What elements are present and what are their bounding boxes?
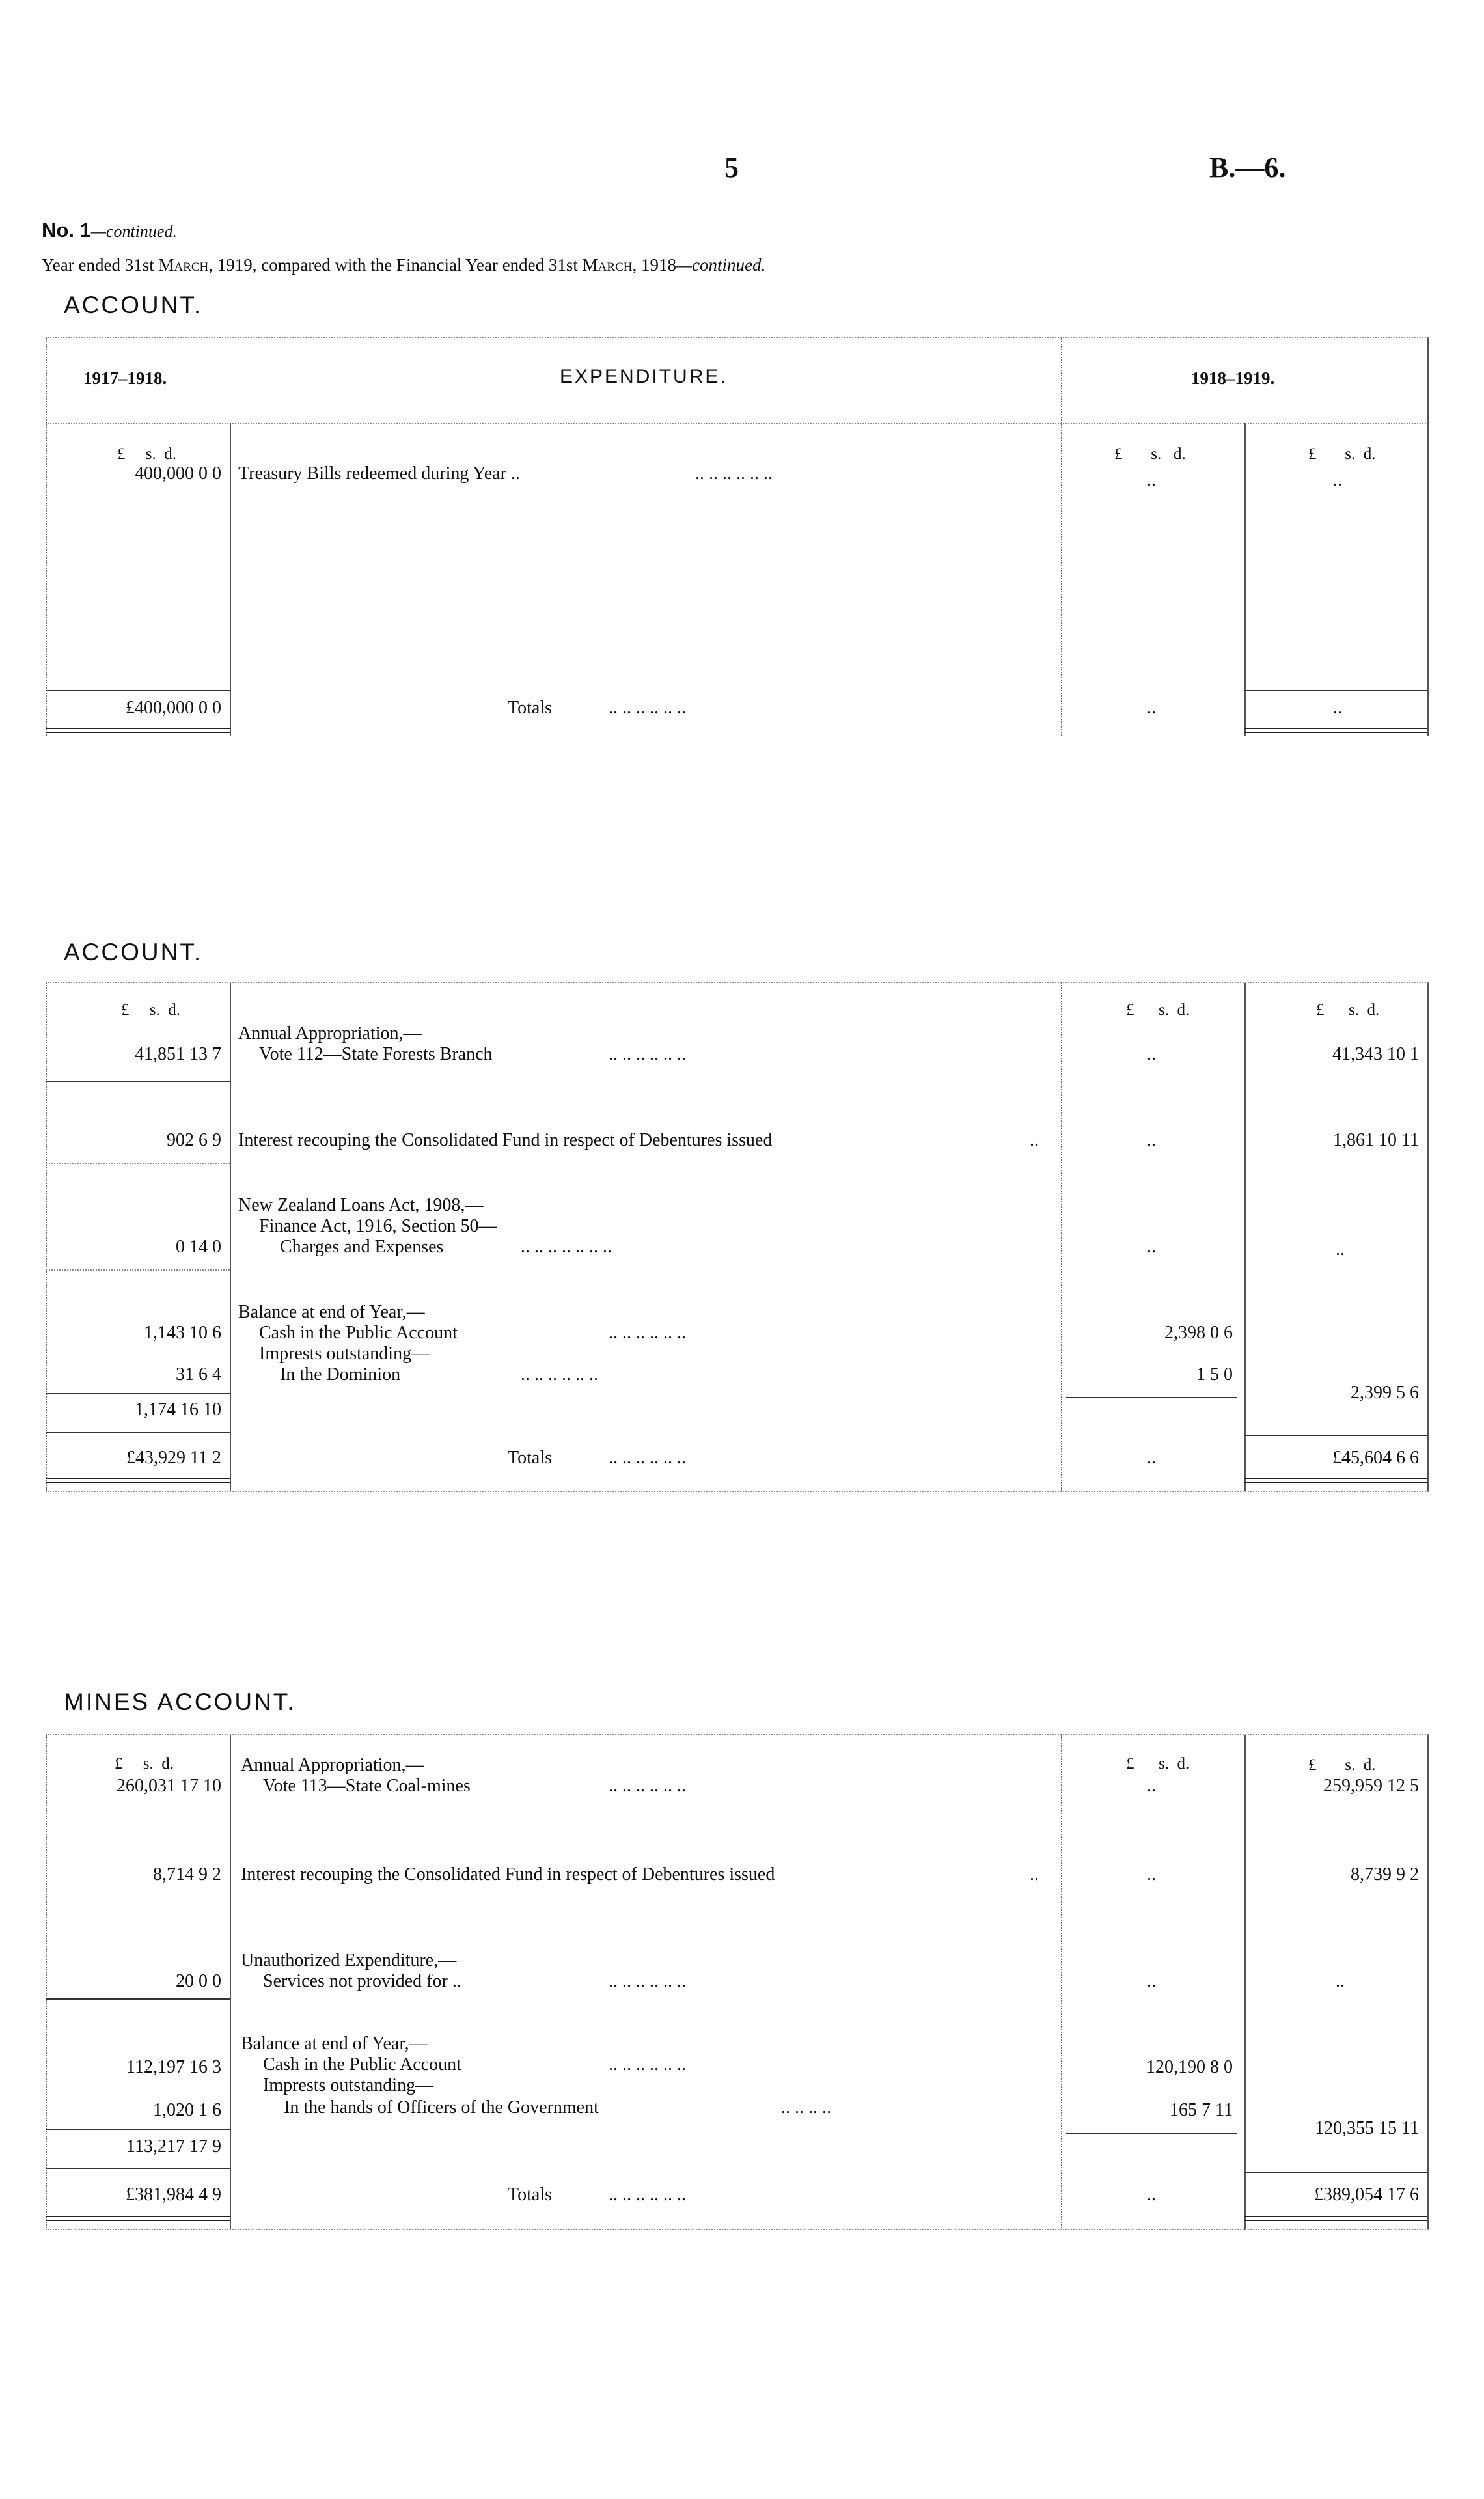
rule <box>46 1734 1429 1735</box>
leader-dots: .. <box>1030 1864 1039 1885</box>
subtotal-curr: 2,399 5 6 <box>1351 1383 1419 1403</box>
unit-s: s. <box>1349 1001 1359 1019</box>
subtitle-month: March <box>582 255 633 275</box>
unit-d: d. <box>1177 1001 1190 1019</box>
table-number <box>42 219 177 242</box>
table-number-suffix: —continued. <box>90 222 177 241</box>
unit-header-prev <box>117 445 176 463</box>
rule <box>46 2129 230 2130</box>
amount-curr: 41,343 10 1 <box>1332 1044 1419 1064</box>
row-description-sub: Charges and Expenses <box>280 1237 444 1257</box>
cash-prev: 1,143 10 6 <box>144 1323 221 1343</box>
column-divider <box>230 1735 231 2230</box>
section2-heading: ACCOUNT. <box>64 939 203 965</box>
row-description: Interest recouping the Consolidated Fund in respect of Debentures issued <box>238 1130 773 1150</box>
double-rule <box>46 1478 230 1483</box>
total-prev: £43,929 11 2 <box>126 1448 221 1468</box>
amount-prev: 8,714 9 2 <box>153 1864 221 1885</box>
amount-curr: .. <box>1336 1971 1345 1991</box>
subtitle-part: , 1918 <box>632 255 676 275</box>
rule <box>46 1269 230 1271</box>
amount-prev: 0 14 0 <box>176 1237 221 1257</box>
unit-pound: £ <box>1126 1755 1134 1773</box>
column-divider <box>1427 1735 1429 2230</box>
column-divider <box>1427 338 1429 736</box>
rule <box>46 1491 1429 1492</box>
rule <box>1066 1397 1237 1398</box>
column-divider <box>1427 983 1429 1491</box>
rule <box>46 1998 230 2000</box>
imprest-label: Imprests outstanding— <box>263 2075 434 2095</box>
page-number: 5 <box>724 152 739 184</box>
officers-label: In the hands of Officers of the Government <box>284 2097 599 2118</box>
unit-d: d. <box>161 1755 174 1773</box>
total-label: Totals <box>508 1448 553 1468</box>
amount-curr: 8,739 9 2 <box>1351 1864 1419 1885</box>
amount-mid: .. <box>1147 1776 1156 1796</box>
amount-prev: 260,031 17 10 <box>117 1776 221 1796</box>
leader-dots: .. .. .. .. .. .. <box>609 1776 686 1796</box>
total-mid: .. <box>1147 1448 1156 1468</box>
total-label: Totals <box>508 698 553 718</box>
column-divider <box>230 423 231 736</box>
leader-dots: .. .. .. .. .. .. <box>609 1971 686 1991</box>
page-subtitle <box>42 255 765 275</box>
row-description: Annual Appropriation,— <box>238 1023 422 1043</box>
col-header-1917: 1917–1918. <box>83 368 167 388</box>
unit-s: s. <box>145 445 156 463</box>
double-rule <box>46 728 230 733</box>
subtitle-month: March <box>158 255 209 275</box>
rule <box>46 1081 230 1082</box>
cash-label: Cash in the Public Account <box>259 1323 458 1343</box>
rule <box>1244 2172 1427 2173</box>
leader-dots: .. .. .. .. .. .. <box>609 2185 686 2205</box>
rule <box>1244 1435 1427 1436</box>
column-divider <box>1061 338 1062 736</box>
column-divider <box>46 338 47 736</box>
unit-pound: £ <box>1308 1756 1317 1774</box>
section1-heading: ACCOUNT. <box>64 292 203 318</box>
rule <box>46 690 230 691</box>
rule <box>46 337 1429 338</box>
row-description-sub: Vote 113—State Coal-mines <box>263 1776 471 1796</box>
leader-dots: .. .. .. .. .. .. <box>695 463 773 484</box>
leader-dots: .. .. .. .. .. .. <box>609 1044 686 1064</box>
unit-pound: £ <box>1126 1001 1134 1019</box>
leader-dots: .. .. .. .. .. .. <box>609 1448 686 1468</box>
unit-header-mid <box>1126 1001 1189 1019</box>
col-header-1918: 1918–1919. <box>1191 368 1275 388</box>
double-rule <box>46 2216 230 2221</box>
unit-header-curr <box>1316 1001 1379 1019</box>
rule <box>1244 690 1427 691</box>
column-divider <box>1061 983 1062 1491</box>
total-label: Totals <box>508 2185 553 2205</box>
amount-mid: .. <box>1147 1044 1156 1064</box>
unit-pound: £ <box>1316 1001 1325 1019</box>
unit-s: s. <box>1159 1001 1169 1019</box>
subtotal-prev: 1,174 16 10 <box>135 1400 221 1420</box>
column-divider <box>230 983 231 1491</box>
unit-d: d. <box>164 445 176 463</box>
unit-s: s. <box>1159 1755 1169 1773</box>
leader-dots: .. <box>1030 1130 1039 1150</box>
amount-prev: 400,000 0 0 <box>135 463 221 484</box>
row-description: Treasury Bills redeemed during Year .. <box>238 463 520 484</box>
subtitle-part: , 1919, compared with the Financial Year ended 31st <box>208 255 583 275</box>
unit-s: s. <box>149 1001 160 1019</box>
amount-prev: 41,851 13 7 <box>135 1044 221 1064</box>
imprest-label: Imprests outstanding— <box>259 1344 430 1364</box>
table-number-label: No. 1 <box>42 219 91 242</box>
rule <box>1066 2133 1237 2134</box>
leader-dots: .. .. .. .. <box>781 2097 831 2118</box>
subtotal-curr: 120,355 15 11 <box>1315 2118 1419 2138</box>
column-divider <box>1061 1735 1062 2230</box>
amount-curr: 1,861 10 11 <box>1333 1130 1419 1150</box>
cash-prev: 112,197 16 3 <box>126 2057 221 2077</box>
cash-label: Cash in the Public Account <box>263 2054 461 2075</box>
amount-curr: .. <box>1333 470 1342 490</box>
rule <box>46 1432 230 1433</box>
unit-pound: £ <box>1308 445 1317 463</box>
document-reference: B.—6. <box>1209 152 1286 184</box>
row-description-sub: Services not provided for .. <box>263 1971 461 1991</box>
officers-prev: 1,020 1 6 <box>153 2100 221 2120</box>
unit-header-curr <box>1308 445 1375 463</box>
amount-mid: .. <box>1147 470 1156 490</box>
unit-s: s. <box>1345 1756 1356 1774</box>
row-description-sub: Finance Act, 1916, Section 50— <box>259 1216 497 1236</box>
double-rule <box>1244 728 1427 733</box>
cash-mid: 120,190 8 0 <box>1146 2057 1233 2077</box>
section3-heading: MINES ACCOUNT. <box>64 1689 296 1715</box>
unit-d: d. <box>1363 445 1376 463</box>
rule <box>46 982 1429 983</box>
unit-header-mid <box>1126 1755 1189 1773</box>
unit-d: d. <box>1173 445 1186 463</box>
unit-d: d. <box>1363 1756 1376 1774</box>
leader-dots: .. .. .. .. .. .. .. <box>521 1237 612 1257</box>
balance-title: Balance at end of Year,— <box>241 2034 428 2054</box>
leader-dots: .. .. .. .. .. .. <box>609 2054 686 2075</box>
subtitle-suffix: —continued. <box>676 255 766 275</box>
unit-header-prev <box>121 1001 180 1019</box>
total-curr: £45,604 6 6 <box>1332 1448 1419 1468</box>
cash-mid: 2,398 0 6 <box>1164 1323 1233 1343</box>
unit-pound: £ <box>121 1001 130 1019</box>
officers-mid: 165 7 11 <box>1170 2100 1233 2120</box>
total-curr: £389,054 17 6 <box>1314 2185 1419 2205</box>
amount-mid: .. <box>1147 1130 1156 1150</box>
rule <box>46 2168 230 2169</box>
amount-mid: .. <box>1147 1237 1156 1257</box>
unit-d: d. <box>168 1001 180 1019</box>
unit-header-curr <box>1308 1756 1375 1774</box>
rule <box>46 1393 230 1394</box>
unit-d: d. <box>1367 1001 1380 1019</box>
leader-dots: .. .. .. .. .. .. <box>521 1364 598 1385</box>
rule <box>46 1163 230 1164</box>
amount-curr: 259,959 12 5 <box>1323 1776 1419 1796</box>
rule <box>46 423 1429 424</box>
total-mid: .. <box>1147 698 1156 718</box>
unit-pound: £ <box>1114 445 1123 463</box>
unit-pound: £ <box>115 1755 123 1773</box>
double-rule <box>1244 2216 1427 2221</box>
amount-prev: 902 6 9 <box>167 1130 221 1150</box>
row-description: Annual Appropriation,— <box>241 1755 424 1775</box>
double-rule <box>1244 1478 1427 1483</box>
col-header-expenditure: EXPENDITURE. <box>560 366 728 387</box>
row-description: New Zealand Loans Act, 1908,— <box>238 1195 484 1215</box>
row-description: Interest recouping the Consolidated Fund in respect of Debentures issued <box>241 1864 775 1885</box>
dominion-prev: 31 6 4 <box>176 1364 221 1385</box>
unit-s: s. <box>143 1755 154 1773</box>
dominion-label: In the Dominion <box>280 1364 401 1385</box>
amount-mid: .. <box>1147 1971 1156 1991</box>
amount-mid: .. <box>1147 1864 1156 1885</box>
unit-pound: £ <box>117 445 126 463</box>
amount-prev: 20 0 0 <box>176 1971 221 1991</box>
unit-header-mid <box>1114 445 1186 463</box>
total-mid: .. <box>1147 2185 1156 2205</box>
row-description-sub: Vote 112—State Forests Branch <box>259 1044 493 1064</box>
column-divider <box>1244 423 1246 736</box>
column-divider <box>1244 1735 1246 2230</box>
subtotal-prev: 113,217 17 9 <box>126 2136 221 2157</box>
total-prev: £400,000 0 0 <box>126 698 221 718</box>
unit-d: d. <box>1177 1755 1190 1773</box>
unit-s: s. <box>1345 445 1356 463</box>
rule <box>46 2229 1429 2230</box>
leader-dots: .. .. .. .. .. .. <box>609 698 686 718</box>
unit-header-prev <box>115 1755 174 1773</box>
subtitle-part: Year ended 31st <box>42 255 159 275</box>
leader-dots: .. .. .. .. .. .. <box>609 1323 686 1343</box>
amount-curr: .. <box>1336 1239 1345 1260</box>
row-description: Unauthorized Expenditure,— <box>241 1950 457 1970</box>
total-prev: £381,984 4 9 <box>126 2185 221 2205</box>
dominion-mid: 1 5 0 <box>1196 1364 1233 1385</box>
total-curr: .. <box>1333 698 1342 718</box>
unit-s: s. <box>1151 445 1162 463</box>
balance-title: Balance at end of Year,— <box>238 1302 425 1322</box>
